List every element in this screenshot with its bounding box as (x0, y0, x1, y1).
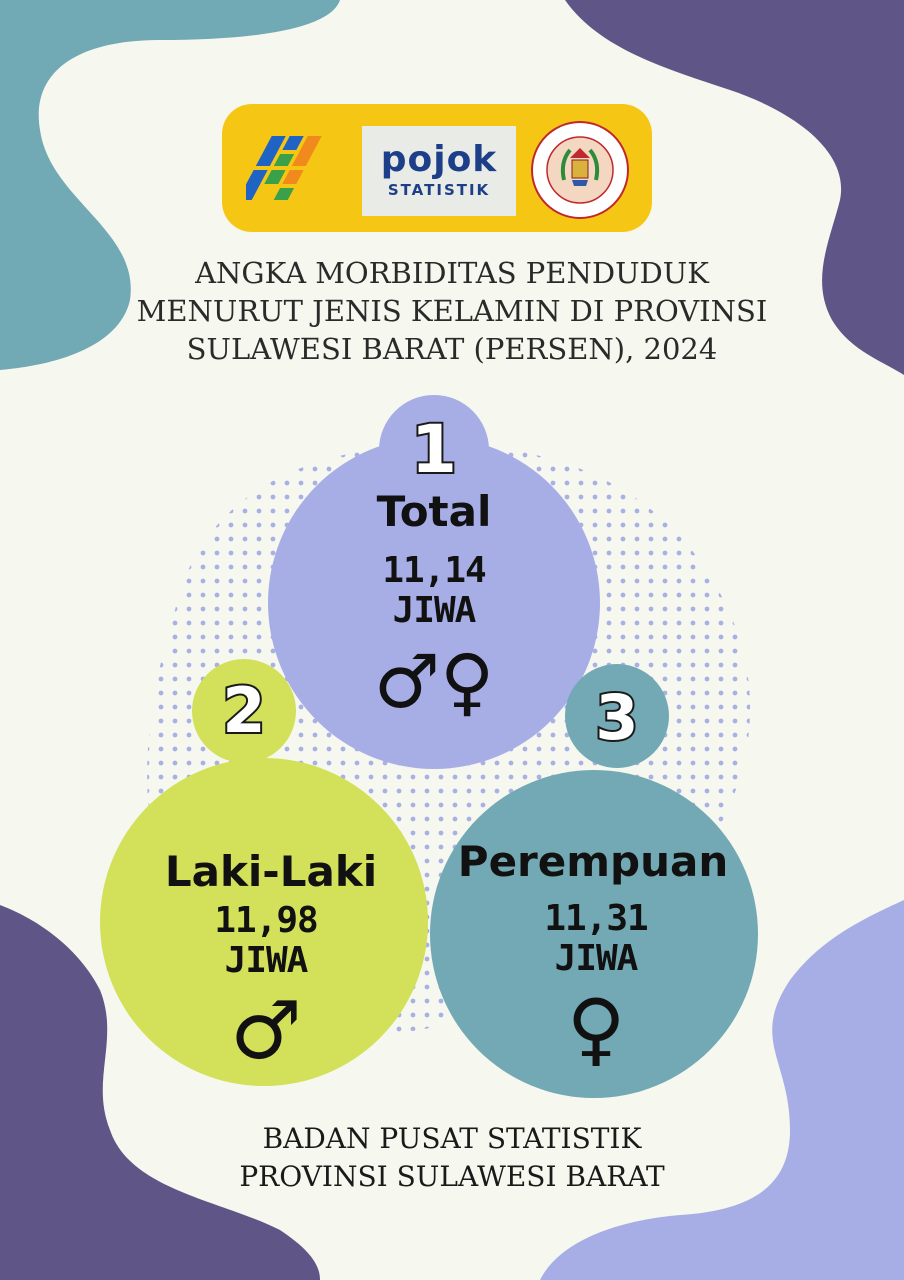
pojok-sub: STATISTIK (387, 181, 491, 199)
title-line-3: SULAWESI BARAT (PERSEN), 2024 (186, 332, 718, 366)
footer-line-1: BADAN PUSAT STATISTIK (262, 1122, 642, 1155)
footer-line-2: PROVINSI SULAWESI BARAT (239, 1160, 665, 1193)
male-unit: JIWA (224, 940, 308, 981)
bps-logo-icon (246, 128, 346, 208)
male-value: 11,98 (214, 900, 318, 941)
title-line-2: MENURUT JENIS KELAMIN DI PROVINSI (136, 294, 768, 328)
page-title (80, 254, 824, 368)
female-number: 3 (595, 681, 639, 754)
total-unit: JIWA (392, 590, 476, 631)
female-unit: JIWA (554, 938, 638, 979)
total-number: 1 (411, 411, 457, 488)
pojok-word: pojok (380, 139, 498, 180)
female-icon: ♀ (566, 982, 626, 1075)
female-label: Perempuan (457, 837, 729, 886)
male-number: 2 (222, 674, 266, 747)
male-female-icon: ♂♀ (373, 639, 495, 725)
male-label: Laki-Laki (164, 847, 378, 896)
total-label: Total (376, 487, 492, 536)
total-value: 11,14 (382, 550, 486, 591)
university-seal-logo (530, 120, 630, 220)
female-value: 11,31 (544, 898, 648, 939)
title-line-1: ANGKA MORBIDITAS PENDUDUK (195, 256, 709, 290)
footer (120, 1120, 784, 1196)
male-icon: ♂ (230, 984, 302, 1077)
pojok-statistik-logo (362, 126, 516, 216)
